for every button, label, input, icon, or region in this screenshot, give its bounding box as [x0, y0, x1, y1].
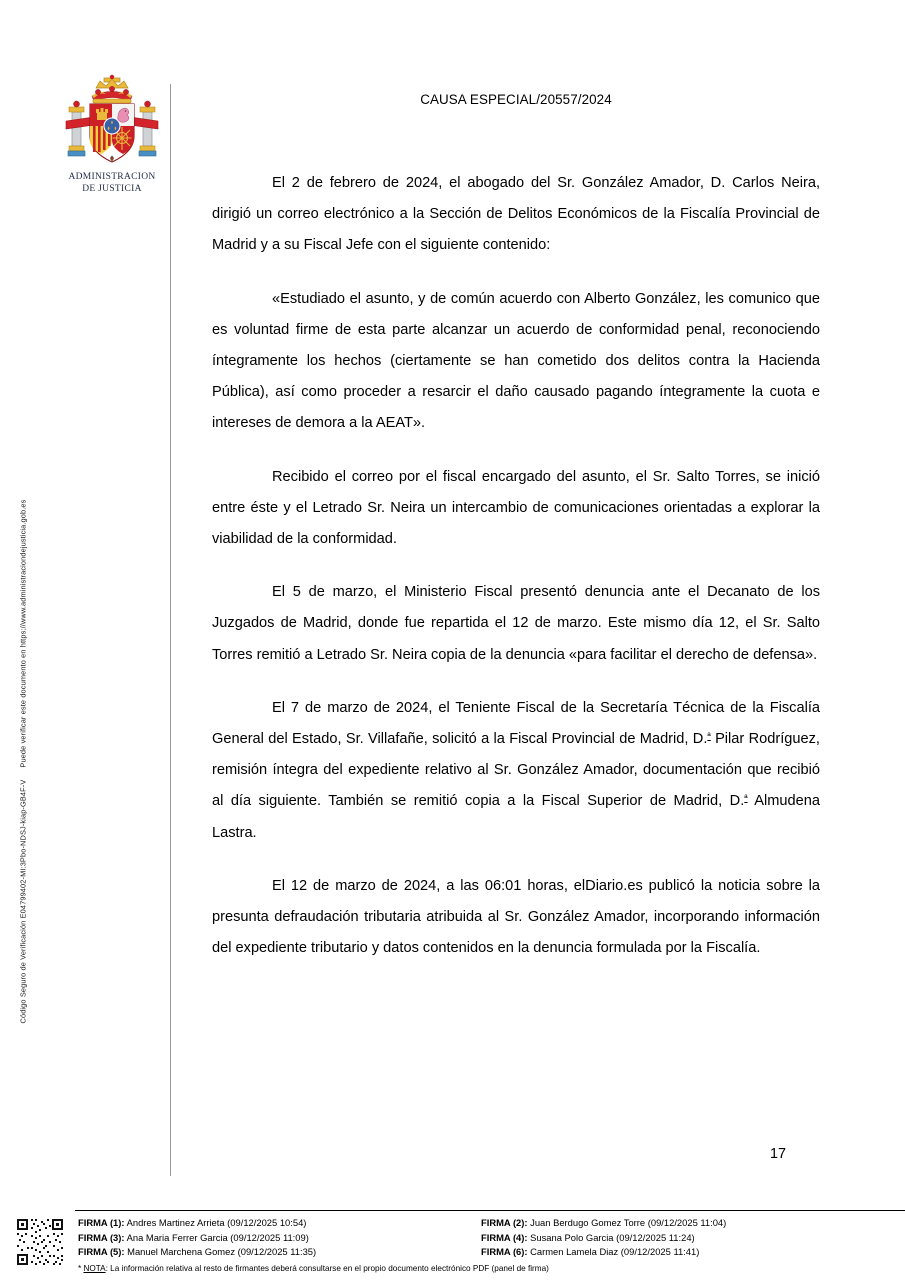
csv-label: Código Seguro de Verificación [18, 920, 28, 1024]
signature-row [78, 1231, 478, 1246]
csv-code: E04799402-MI:3Pbo-NDSJ-kiap-GB4F-V [18, 779, 28, 919]
signature-row [481, 1231, 891, 1246]
footer-divider [75, 1210, 905, 1211]
paragraph-teniente-fiscal [212, 693, 820, 849]
qr-code-icon [14, 1216, 66, 1268]
signature-value: Susana Polo Garcia (09/12/2025 11:24) [530, 1231, 695, 1243]
csv-verify-url-text: Puede verificar este documento en https://www.administraciondejusticia.gob.es [18, 499, 28, 768]
paragraph-quoted-email: «Estudiado el asunto, y de común acuerdo con Alberto González, les comunico que es voluntad firme de esta parte alcanzar un acuerdo de conformidad penal, reconociendo íntegramente los hechos (ciertamente se han cometido dos delitos contra la Hacienda Pública), así como proceder a resarcir el daño causado pagando íntegramente la cuota e intereses de demora a la AEAT». [212, 290, 820, 432]
vertical-divider [170, 84, 171, 1176]
signature-columns [78, 1216, 898, 1262]
case-reference-header: CAUSA ESPECIAL/20557/2024 [420, 92, 612, 107]
paragraph-part: Almudena Lastra. [212, 793, 820, 841]
footer-note-text: : La información relativa al resto de firmantes deberá consultarse en el propio documento electrónico PDF (panel de firma) [105, 1264, 549, 1273]
footer-note-asterisk: * [78, 1264, 82, 1273]
ordinal-indicator: ª [707, 730, 711, 741]
emblem-caption-line1: ADMINISTRACION [68, 172, 156, 182]
signature-value: Carmen Lamela Diaz (09/12/2025 11:41) [530, 1246, 700, 1258]
emblem-caption [52, 172, 172, 195]
page-number: 17 [770, 1146, 787, 1162]
signature-row [78, 1216, 478, 1231]
signature-column-right [481, 1216, 891, 1260]
signature-label: FIRMA (5): [78, 1246, 125, 1258]
emblem-caption-line2: DE JUSTICIA [82, 183, 142, 194]
signature-label: FIRMA (3): [78, 1231, 125, 1243]
signature-label: FIRMA (4): [481, 1231, 528, 1243]
footer-note-key: NOTA [83, 1264, 106, 1273]
signature-value: Andres Martinez Arrieta (09/12/2025 10:54) [126, 1217, 307, 1228]
spanish-coat-of-arms-icon [52, 74, 172, 170]
paragraph: Recibido el correo por el fiscal encargado del asunto, el Sr. Salto Torres, se inició entre éste y el Letrado Sr. Neira un intercambio de comunicaciones orientadas a explorar la viabilidad de la conformidad. [212, 468, 820, 548]
document-footer [0, 1196, 905, 1280]
signature-value: Ana Maria Ferrer Garcia (09/12/2025 11:09) [126, 1231, 309, 1243]
paragraph: El 2 de febrero de 2024, el abogado del Sr. González Amador, D. Carlos Neira, dirigió un correo electrónico a la Sección de Delitos Económicos de la Fiscalía Provincial de Madrid y a su Fiscal Jefe con el siguiente contenido: [212, 175, 820, 254]
emblem-block [52, 74, 172, 195]
signature-row [78, 1245, 478, 1260]
paragraph-part: El 7 de marzo de 2024, el Teniente Fiscal de la Secretaría Técnica de la Fiscalía General del Estado, Sr. Villafañe, solicitó a la Fiscal Provincial de Madrid, D. [212, 699, 820, 748]
signature-label: FIRMA (1): [78, 1217, 125, 1228]
paragraph-part: Pilar Rodríguez, remisión íntegra del expediente relativo al Sr. González Amador, documentación que recibió al día siguiente. También se remitió copia a la Fiscal Superior de Madrid, D. [212, 731, 820, 810]
signature-row [481, 1245, 891, 1260]
signature-area [78, 1216, 898, 1273]
verification-sidebar-text [19, 194, 28, 1024]
signature-label: FIRMA (2): [481, 1217, 528, 1228]
ordinal-indicator: ª [744, 793, 748, 804]
signature-value: Manuel Marchena Gomez (09/12/2025 11:35) [127, 1246, 317, 1258]
paragraph: El 12 de marzo de 2024, a las 06:01 horas, elDiario.es publicó la noticia sobre la presunta defraudación tributaria atribuida al Sr. González Amador, incorporando información del expediente tributario y datos contenidos en la denuncia formulada por la Fiscalía. [212, 877, 820, 957]
signature-value: Juan Berdugo Gomez Torre (09/12/2025 11:04) [530, 1217, 727, 1228]
footer-note [78, 1263, 549, 1274]
signature-column-left [78, 1216, 478, 1260]
signature-row [481, 1216, 891, 1231]
signature-label: FIRMA (6): [481, 1246, 528, 1258]
verification-sidebar [0, 0, 44, 1196]
paragraph: El 5 de marzo, el Ministerio Fiscal presentó denuncia ante el Decanato de los Juzgados de Madrid, donde fue repartida el 12 de marzo. Este mismo día 12, el Sr. Salto Torres remitió a Letrado Sr. Neira copia de la denuncia «para facilitar el derecho de defensa». [212, 584, 820, 663]
document-body [212, 168, 820, 964]
